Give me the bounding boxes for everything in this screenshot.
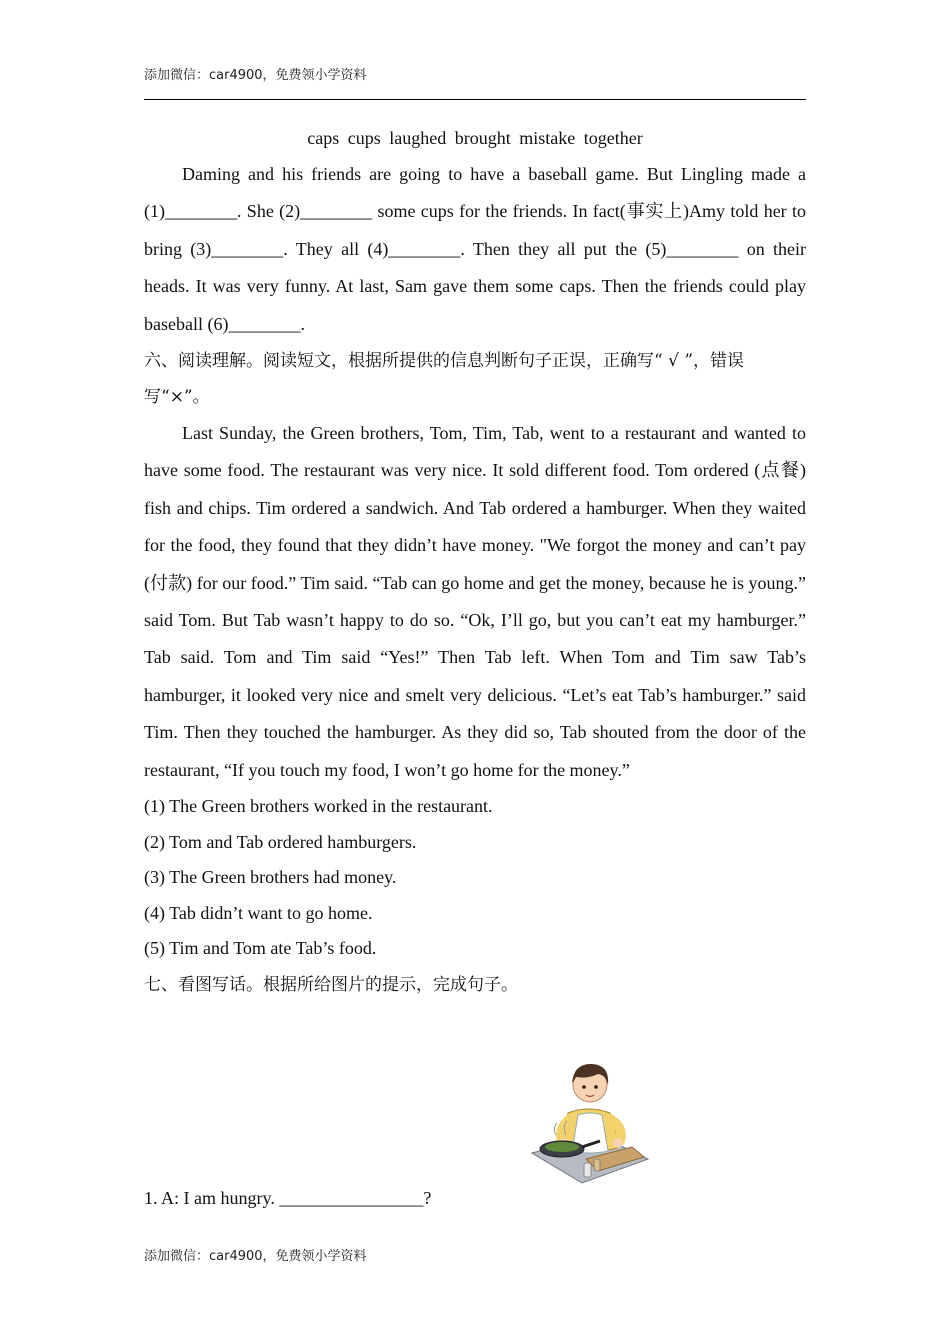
header-divider <box>144 99 806 100</box>
section-7-title: 七、看图写话。根据所给图片的提示，完成句子。 <box>144 974 518 995</box>
picture-question-1: 1. A: I am hungry. ________________? <box>144 1188 432 1208</box>
cloze-passage: Daming and his friends are going to have a baseball game. But Lingling made a (1)________. She (2)________ some cups for the friends. In fact(事实上)Amy told her to bring (3)________. They all (4)________. Then they all put the (5)________ on their heads. It was very funny. At last, Sam gave them some caps. Then the friends could play baseball (6)________. <box>144 164 806 334</box>
word-bank: caps cups laughed brought mistake together <box>307 128 643 148</box>
question-3: (3) The Green brothers had money. <box>144 867 397 888</box>
cooking-boy-illustration <box>528 1055 650 1185</box>
section-6-title-line-2: 写“×”。 <box>144 387 210 408</box>
worksheet-content <box>144 120 806 1003</box>
reading-passage: Last Sunday, the Green brothers, Tom, Tim, Tab, went to a restaurant and wanted to have some food. The restaurant was very nice. It sold different food. Tom ordered (点餐) fish and chips. Tim ordered a sandwich. And Tab ordered a hamburger. When they waited for the food, they found that they didn’t have money. "We forgot the money and can’t pay (付款) for our food.” Tim said. “Tab can go home and get the money, because he is young.” said Tom. But Tab wasn’t happy to do so. “Ok, I’ll go, but you can’t eat my hamburger.” Tab said. Tom and Tim said “Yes!” Then Tab left. When Tom and Tim saw Tab’s hamburger, it looked very nice and smelt very delicious. “Let’s eat Tab’s hamburger.” said Tim. Then they touched the hamburger. As they did so, Tab shouted from the door of the restaurant, “If you touch my food, I won’t go home for the money.” <box>144 423 806 780</box>
section-6-title-line-1: 六、阅读理解。阅读短文，根据所提供的信息判断句子正误，正确写“ √ ”，错误 <box>144 351 745 372</box>
page-footer: 添加微信：car4900，免费领小学资料 <box>144 1249 367 1264</box>
question-2: (2) Tom and Tab ordered hamburgers. <box>144 831 417 852</box>
page-header: 添加微信：car4900，免费领小学资料 <box>144 68 367 83</box>
question-1: (1) The Green brothers worked in the restaurant. <box>144 796 493 817</box>
question-5: (5) Tim and Tom ate Tab’s food. <box>144 938 377 959</box>
question-4: (4) Tab didn’t want to go home. <box>144 902 373 923</box>
